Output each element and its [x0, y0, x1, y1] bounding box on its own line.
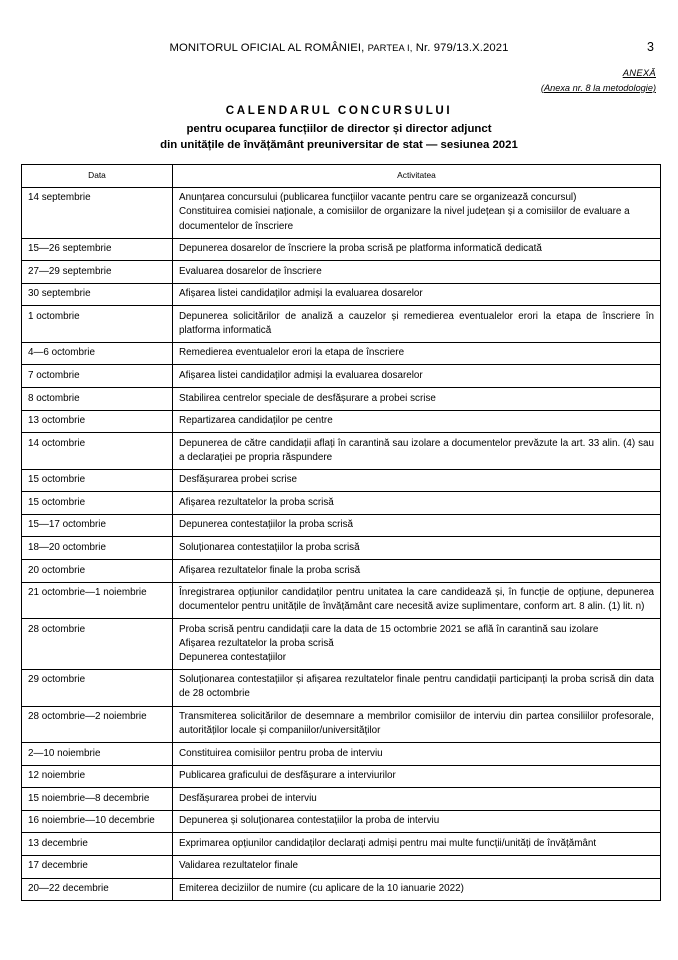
- cell-date: 14 octombrie: [22, 433, 173, 470]
- table-row: [22, 342, 661, 365]
- activity-line: Validarea rezultatelor finale: [179, 860, 298, 872]
- table-row: [22, 238, 661, 261]
- cell-date: 21 octombrie—1 noiembrie: [22, 582, 173, 619]
- table-row: [22, 261, 661, 284]
- activity-line: Soluționarea contestațiilor la proba scrisă: [179, 541, 360, 553]
- cell-date: 18—20 octombrie: [22, 537, 173, 560]
- table-row: [22, 306, 661, 343]
- activity-line: Soluționarea contestațiilor și afișarea rezultatelor finale pentru candidații participanți la proba scrisă din data de 28 octombrie: [179, 674, 654, 700]
- anexa-reference: (Anexa nr. 8 la metodologie): [540, 82, 656, 93]
- calendar-table-head: [22, 165, 661, 188]
- table-row: [22, 514, 661, 537]
- cell-date: 15—26 septembrie: [22, 238, 173, 261]
- page-number: 3: [647, 40, 654, 54]
- cell-activity: [173, 706, 661, 743]
- table-row: [22, 743, 661, 766]
- cell-activity: [173, 619, 661, 670]
- cell-date: 14 septembrie: [22, 187, 173, 238]
- cell-activity: [173, 365, 661, 388]
- table-row: [22, 788, 661, 811]
- cell-activity: [173, 342, 661, 365]
- table-row: [22, 492, 661, 515]
- table-row: [22, 388, 661, 411]
- table-row: [22, 619, 661, 670]
- cell-date: 15 octombrie: [22, 469, 173, 492]
- activity-line: Desfășurarea probei de interviu: [179, 792, 317, 804]
- activity-line: Exprimarea opțiunilor candidaților declarați admiși pentru mai multe funcții/unități de învățământ: [179, 837, 597, 849]
- table-row: [22, 765, 661, 788]
- cell-date: 27—29 septembrie: [22, 261, 173, 284]
- cell-activity: [173, 187, 661, 238]
- cell-activity: [173, 855, 661, 878]
- cell-activity: [173, 810, 661, 833]
- cell-activity: [173, 560, 661, 583]
- activity-line: Depunerea de către candidații aflați în carantină sau izolare a documentelor prevăzute la art. 33 alin. (4) sau a declarației pe propria răspundere: [179, 437, 654, 463]
- cell-date: 2—10 noiembrie: [22, 743, 173, 766]
- table-row: [22, 469, 661, 492]
- cell-date: 30 septembrie: [22, 283, 173, 306]
- running-head: [0, 42, 678, 60]
- table-row: [22, 537, 661, 560]
- anexa-label: ANEXĂ: [622, 67, 656, 78]
- activity-line: Evaluarea dosarelor de înscriere: [179, 265, 322, 277]
- activity-line: Publicarea graficului de desfășurare a interviurilor: [179, 770, 396, 782]
- activity-line: Afișarea listei candidaților admiși la evaluarea dosarelor: [179, 288, 423, 300]
- anexa-block: [541, 66, 656, 95]
- cell-activity: [173, 306, 661, 343]
- activity-line: Afișarea listei candidaților admiși la evaluarea dosarelor: [179, 369, 423, 381]
- document-title-line-3: din unitățile de învățământ preuniversitar de stat — sesiunea 2021: [160, 139, 518, 151]
- table-row: [22, 855, 661, 878]
- column-header-data: Data: [22, 165, 173, 188]
- cell-activity: [173, 410, 661, 433]
- activity-line: Desfășurarea probei scrise: [179, 474, 298, 486]
- cell-date: 15 octombrie: [22, 492, 173, 515]
- activity-line: Proba scrisă pentru candidații care la data de 15 octombrie 2021 se află în carantină sau izolare: [179, 623, 599, 635]
- table-row: [22, 187, 661, 238]
- cell-activity: [173, 582, 661, 619]
- cell-activity: [173, 283, 661, 306]
- cell-activity: [173, 388, 661, 411]
- activity-line: Afișarea rezultatelor la proba scrisă: [179, 637, 334, 649]
- table-header-row: [22, 165, 661, 188]
- cell-date: 1 octombrie: [22, 306, 173, 343]
- calendar-table-container: [21, 164, 660, 901]
- cell-date: 16 noiembrie—10 decembrie: [22, 810, 173, 833]
- running-head-title-main: MONITORUL OFICIAL AL ROMÂNIEI,: [169, 42, 365, 54]
- table-row: [22, 810, 661, 833]
- cell-date: 28 octombrie—2 noiembrie: [22, 706, 173, 743]
- cell-date: 15—17 octombrie: [22, 514, 173, 537]
- column-header-activitatea: Activitatea: [173, 165, 661, 188]
- table-row: [22, 878, 661, 901]
- cell-activity: [173, 433, 661, 470]
- cell-date: 20—22 decembrie: [22, 878, 173, 901]
- cell-date: 8 octombrie: [22, 388, 173, 411]
- activity-line: Depunerea contestațiilor: [179, 651, 287, 663]
- table-row: [22, 706, 661, 743]
- cell-activity: [173, 788, 661, 811]
- table-row: [22, 283, 661, 306]
- cell-activity: [173, 669, 661, 706]
- calendar-table: [21, 164, 661, 901]
- cell-date: 7 octombrie: [22, 365, 173, 388]
- cell-activity: [173, 878, 661, 901]
- table-row: [22, 582, 661, 619]
- document-title-line-1: CALENDARUL CONCURSULUI: [225, 104, 453, 117]
- cell-date: 29 octombrie: [22, 669, 173, 706]
- table-row: [22, 410, 661, 433]
- activity-line: Transmiterea solicitărilor de desemnare a membrilor comisiilor de interviu din partea consiliilor profesorale, autorităților locale și companiilor/universităților: [179, 711, 654, 737]
- table-row: [22, 365, 661, 388]
- document-title-line-2: pentru ocuparea funcțiilor de director și director adjunct: [186, 123, 492, 135]
- cell-date: 13 octombrie: [22, 410, 173, 433]
- calendar-table-body: [22, 187, 661, 900]
- cell-date: 12 noiembrie: [22, 765, 173, 788]
- cell-activity: [173, 743, 661, 766]
- running-head-title-issue: Nr. 979/13.X.2021: [415, 42, 509, 54]
- activity-line: Depunerea solicitărilor de analiză a cauzelor și remedierea eventualelor erori la etapa de înscriere în platforma informatică: [179, 310, 654, 336]
- cell-activity: [173, 492, 661, 515]
- running-head-title-part: PARTEA I,: [367, 42, 413, 53]
- cell-date: 17 decembrie: [22, 855, 173, 878]
- cell-date: 20 octombrie: [22, 560, 173, 583]
- activity-line: Constituirea comisiei naționale, a comisiilor de organizare la nivel județean și a comisiilor de evaluare a documentelor de înscriere: [179, 206, 630, 232]
- cell-date: 28 octombrie: [22, 619, 173, 670]
- activity-line: Înregistrarea opțiunilor candidaților pentru unitatea la care candidează și, în funcție de opțiune, depunerea documentelor pentru unitățile de învățământ care necesită avize suplimentare, conform art. 8 alin. (1) lit. n): [179, 587, 654, 613]
- activity-line: Repartizarea candidaților pe centre: [179, 415, 333, 427]
- activity-line: Emiterea deciziilor de numire (cu aplicare de la 10 ianuarie 2022): [179, 883, 464, 895]
- running-head-title: [0, 42, 678, 54]
- cell-activity: [173, 469, 661, 492]
- cell-activity: [173, 833, 661, 856]
- page-title: [0, 104, 678, 151]
- cell-date: 15 noiembrie—8 decembrie: [22, 788, 173, 811]
- activity-line: Stabilirea centrelor speciale de desfășurare a probei scrise: [179, 392, 436, 404]
- cell-date: 4—6 octombrie: [22, 342, 173, 365]
- table-row: [22, 433, 661, 470]
- table-row: [22, 669, 661, 706]
- activity-line: Remedierea eventualelor erori la etapa de înscriere: [179, 347, 405, 359]
- activity-line: Anunțarea concursului (publicarea funcțiilor vacante pentru care se organizează concursul): [179, 192, 577, 204]
- cell-date: 13 decembrie: [22, 833, 173, 856]
- cell-activity: [173, 514, 661, 537]
- table-row: [22, 833, 661, 856]
- cell-activity: [173, 765, 661, 788]
- activity-line: Depunerea contestațiilor la proba scrisă: [179, 519, 354, 531]
- cell-activity: [173, 261, 661, 284]
- activity-line: Afișarea rezultatelor la proba scrisă: [179, 496, 334, 508]
- activity-line: Constituirea comisiilor pentru proba de interviu: [179, 747, 383, 759]
- activity-line: Depunerea și soluționarea contestațiilor la proba de interviu: [179, 815, 440, 827]
- cell-activity: [173, 537, 661, 560]
- cell-activity: [173, 238, 661, 261]
- activity-line: Depunerea dosarelor de înscriere la proba scrisă pe platforma informatică dedicată: [179, 243, 542, 255]
- table-row: [22, 560, 661, 583]
- activity-line: Afișarea rezultatelor finale la proba scrisă: [179, 564, 361, 576]
